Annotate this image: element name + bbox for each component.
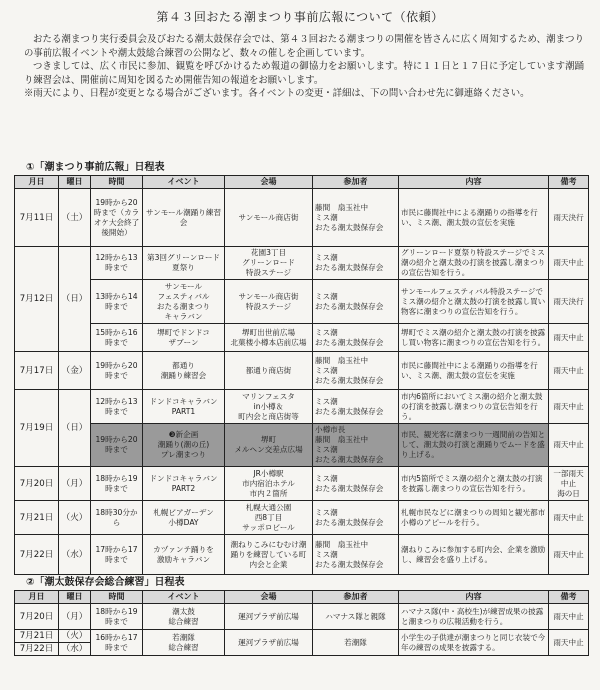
table-row <box>15 501 589 535</box>
notes-cell: 雨天中止 <box>549 630 589 656</box>
intro-paragraph-2: つきましては、広く市民に参加、観覧を呼びかけるため報道の御協力をお願いします。特に１１日と１７日に予定しています潮踊り練習会は、開催前に周知を図るため開催告知の報道をお願いします。 <box>24 61 584 86</box>
table-row <box>15 390 589 424</box>
event-cell: サンモール潮踊り練習会 <box>143 189 225 247</box>
table-row <box>15 630 589 643</box>
dow-cell: （火） <box>59 501 91 535</box>
intro-paragraph-1: おたる潮まつり実行委員会及びおたる潮太鼓保存会では、第４３回おたる潮まつりの開催を皆さんに広く周知するため、潮まつりの事前広報イベントや潮太鼓総合練習の公開など、数々の催しを企画しています。 <box>24 34 584 59</box>
table-header-row <box>15 176 589 189</box>
venue-cell: サンモール商店街 <box>225 189 313 247</box>
date-cell: 7月21日 <box>15 630 59 643</box>
col-venue: 会場 <box>225 176 313 189</box>
participants-cell: ハマナス隊と親隊 <box>313 604 399 630</box>
col-event: イベント <box>143 591 225 604</box>
event-cell: 第3回グリーンロード夏祭り <box>143 247 225 280</box>
dow-cell: （日） <box>59 390 91 467</box>
content-cell: 札幌市民などに潮まつりの周知と観光都市小樽のアピールを行う。 <box>399 501 549 535</box>
col-content: 内容 <box>399 176 549 189</box>
dow-cell: （水） <box>59 535 91 575</box>
content-cell: サンモールフェスティバル特設ステージでミス潮の紹介と潮太鼓の打演を披露し買い物客に潮まつりの宣伝告知を行う。 <box>399 280 549 324</box>
col-time: 時間 <box>91 591 143 604</box>
participants-cell: 小樽市長 藤間 扇玉社中 ミス潮 おたる潮太鼓保存会 <box>313 424 399 467</box>
table-row <box>15 189 589 247</box>
pr-schedule-table <box>14 175 589 575</box>
col-time: 時間 <box>91 176 143 189</box>
date-cell: 7月20日 <box>15 604 59 630</box>
notes-cell: 雨天決行 <box>549 189 589 247</box>
notes-cell: 雨天中止 <box>549 324 589 352</box>
notes-cell: 雨天中止 <box>549 424 589 467</box>
dow-cell: （土） <box>59 189 91 247</box>
time-cell: 19時から20時まで <box>91 352 143 390</box>
col-participants: 参加者 <box>313 591 399 604</box>
date-cell: 7月11日 <box>15 189 59 247</box>
participants-cell: 若潮隊 <box>313 630 399 656</box>
time-cell: 12時から13時まで <box>91 247 143 280</box>
table-row <box>15 324 589 352</box>
venue-cell: サンモール商店街 特設ステージ <box>225 280 313 324</box>
notes-cell: 一部雨天中止 海の日 <box>549 467 589 501</box>
dow-cell: （月） <box>59 467 91 501</box>
event-cell: 堺町でドンドコ ザブーン <box>143 324 225 352</box>
content-cell: グリーンロード夏祭り特設ステージでミス潮の紹介と潮太鼓の打演を披露し潮まつりの宣伝告知を行う。 <box>399 247 549 280</box>
time-cell: 17時から17時まで <box>91 535 143 575</box>
date-cell: 7月21日 <box>15 501 59 535</box>
venue-cell: 堺町 メルヘン交差点広場 <box>225 424 313 467</box>
time-cell: 19時から20時まで（カラオケ大会終了後開始） <box>91 189 143 247</box>
table-row <box>15 467 589 501</box>
content-cell: ハマナス隊(中・高校生)が練習成果の披露と潮まつりの広報活動を行う。 <box>399 604 549 630</box>
col-date: 月日 <box>15 591 59 604</box>
participants-cell: ミス潮 おたる潮太鼓保存会 <box>313 467 399 501</box>
event-cell: ❸新企画 潮踊り(潮の丘) プレ潮まつり <box>143 424 225 467</box>
table-header-row <box>15 591 589 604</box>
venue-cell: 花園3丁目 グリーンロード 特設ステージ <box>225 247 313 280</box>
section2-title: ②「潮太鼓保存会総合練習」日程表 <box>26 577 185 588</box>
participants-cell: 藤間 扇玉社中 ミス潮 おたる潮太鼓保存会 <box>313 535 399 575</box>
table-row <box>15 535 589 575</box>
content-cell: 潮ねりこみに参加する町内会、企業を激励し、練習会を盛り上げる。 <box>399 535 549 575</box>
venue-cell: 都通り商店街 <box>225 352 313 390</box>
date-cell: 7月22日 <box>15 535 59 575</box>
notes-cell: 雨天中止 <box>549 247 589 280</box>
table-row <box>15 247 589 280</box>
event-cell: カヅァンテ踊りを 激励キャラバン <box>143 535 225 575</box>
col-content: 内容 <box>399 591 549 604</box>
col-participants: 参加者 <box>313 176 399 189</box>
event-cell: ドンドコキャラバン PART1 <box>143 390 225 424</box>
notes-cell: 雨天中止 <box>549 604 589 630</box>
notes-cell: 雨天中止 <box>549 535 589 575</box>
table-row <box>15 352 589 390</box>
time-cell: 18時から19時まで <box>91 604 143 630</box>
content-cell: 市民に藤間社中による潮踊りの指導を行い、ミス潮、潮太鼓の宣伝を実施 <box>399 189 549 247</box>
dow-cell: （金） <box>59 352 91 390</box>
participants-cell: ミス潮 おたる潮太鼓保存会 <box>313 247 399 280</box>
venue-cell: 札幌大通公園 西8丁目 サッポロビール <box>225 501 313 535</box>
time-cell: 16時から17時まで <box>91 630 143 656</box>
date-cell: 7月17日 <box>15 352 59 390</box>
venue-cell: マリンフェスタ in小樽＆ 町内会と商店街等 <box>225 390 313 424</box>
table-row <box>15 280 589 324</box>
notes-cell: 雨天中止 <box>549 390 589 424</box>
content-cell: 堺町でミス潮の紹介と潮太鼓の打演を披露し買い物客に潮まつりの宣伝告知を行う。 <box>399 324 549 352</box>
time-cell: 19時から20時まで <box>91 424 143 467</box>
venue-cell: 潮ねりこみにむむけ潮踊りを練習している町内会と企業 <box>225 535 313 575</box>
content-cell: 市民に藤間社中による潮踊りの指導を行い、ミス潮、潮太鼓の宣伝を実施 <box>399 352 549 390</box>
time-cell: 12時から13時まで <box>91 390 143 424</box>
content-cell: 小学生の子供達が潮まつりと同じ衣装で今年の練習の成果を披露する。 <box>399 630 549 656</box>
table-row <box>15 604 589 630</box>
intro-text <box>24 33 584 101</box>
event-cell: 都通り 潮踊り練習会 <box>143 352 225 390</box>
notes-cell: 雨天中止 <box>549 501 589 535</box>
venue-cell: 堺町出世前広場 北菓楼小樽本店前広場 <box>225 324 313 352</box>
col-notes: 備考 <box>549 591 589 604</box>
event-cell: 潮太鼓 総合練習 <box>143 604 225 630</box>
participants-cell: 藤間 扇玉社中 ミス潮 おたる潮太鼓保存会 <box>313 352 399 390</box>
notes-cell: 雨天決行 <box>549 280 589 324</box>
document-title: 第４３回おたる潮まつり事前広報について（依頼） <box>156 10 444 24</box>
time-cell: 15時から16時まで <box>91 324 143 352</box>
col-event: イベント <box>143 176 225 189</box>
dow-cell: （水） <box>59 643 91 656</box>
venue-cell: 運河プラザ前広場 <box>225 630 313 656</box>
date-cell: 7月19日 <box>15 390 59 467</box>
notes-cell: 雨天中止 <box>549 352 589 390</box>
venue-cell: 運河プラザ前広場 <box>225 604 313 630</box>
time-cell: 18時から19時まで <box>91 467 143 501</box>
dow-cell: （火） <box>59 630 91 643</box>
content-cell: 市内5箇所でミス潮の紹介と潮太鼓の打演を披露し潮まつりの宣伝告知を行う。 <box>399 467 549 501</box>
participants-cell: ミス潮 おたる潮太鼓保存会 <box>313 390 399 424</box>
venue-cell: JR小樽駅 市内宿泊ホテル 市内２箇所 <box>225 467 313 501</box>
date-cell: 7月22日 <box>15 643 59 656</box>
participants-cell: ミス潮 おたる潮太鼓保存会 <box>313 501 399 535</box>
col-date: 月日 <box>15 176 59 189</box>
col-notes: 備考 <box>549 176 589 189</box>
dow-cell: （月） <box>59 604 91 630</box>
intro-note: ※雨天により、日程が変更となる場合がございます。各イベントの変更・詳細は、下の問い合わせ先に御連絡ください。 <box>24 88 530 100</box>
time-cell: 13時から14時まで <box>91 280 143 324</box>
col-dow: 曜日 <box>59 591 91 604</box>
participants-cell: 藤間 扇玉社中 ミス潮 おたる潮太鼓保存会 <box>313 189 399 247</box>
content-cell: 市民、観光客に潮まつり一週間前の告知として、潮太鼓の打演と潮踊りでムードを盛り上げる。 <box>399 424 549 467</box>
col-venue: 会場 <box>225 591 313 604</box>
participants-cell: ミス潮 おたる潮太鼓保存会 <box>313 280 399 324</box>
content-cell: 市内6箇所においてミス潮の紹介と潮太鼓の打演を披露し潮まつりの宣伝告知を行う。 <box>399 390 549 424</box>
section1-title: ①「潮まつり事前広報」日程表 <box>26 162 165 173</box>
table-row-highlighted <box>15 424 589 467</box>
taiko-practice-table <box>14 590 589 656</box>
event-cell: サンモール フェスティバル おたる潮まつり キャラバン <box>143 280 225 324</box>
date-cell: 7月20日 <box>15 467 59 501</box>
event-cell: 札幌ビアガーデン 小樽DAY <box>143 501 225 535</box>
event-cell: 若潮隊 総合練習 <box>143 630 225 656</box>
date-cell: 7月12日 <box>15 247 59 352</box>
col-dow: 曜日 <box>59 176 91 189</box>
time-cell: 18時30分から <box>91 501 143 535</box>
dow-cell: （日） <box>59 247 91 352</box>
event-cell: ドンドコキャラバン PART2 <box>143 467 225 501</box>
participants-cell: ミス潮 おたる潮太鼓保存会 <box>313 324 399 352</box>
